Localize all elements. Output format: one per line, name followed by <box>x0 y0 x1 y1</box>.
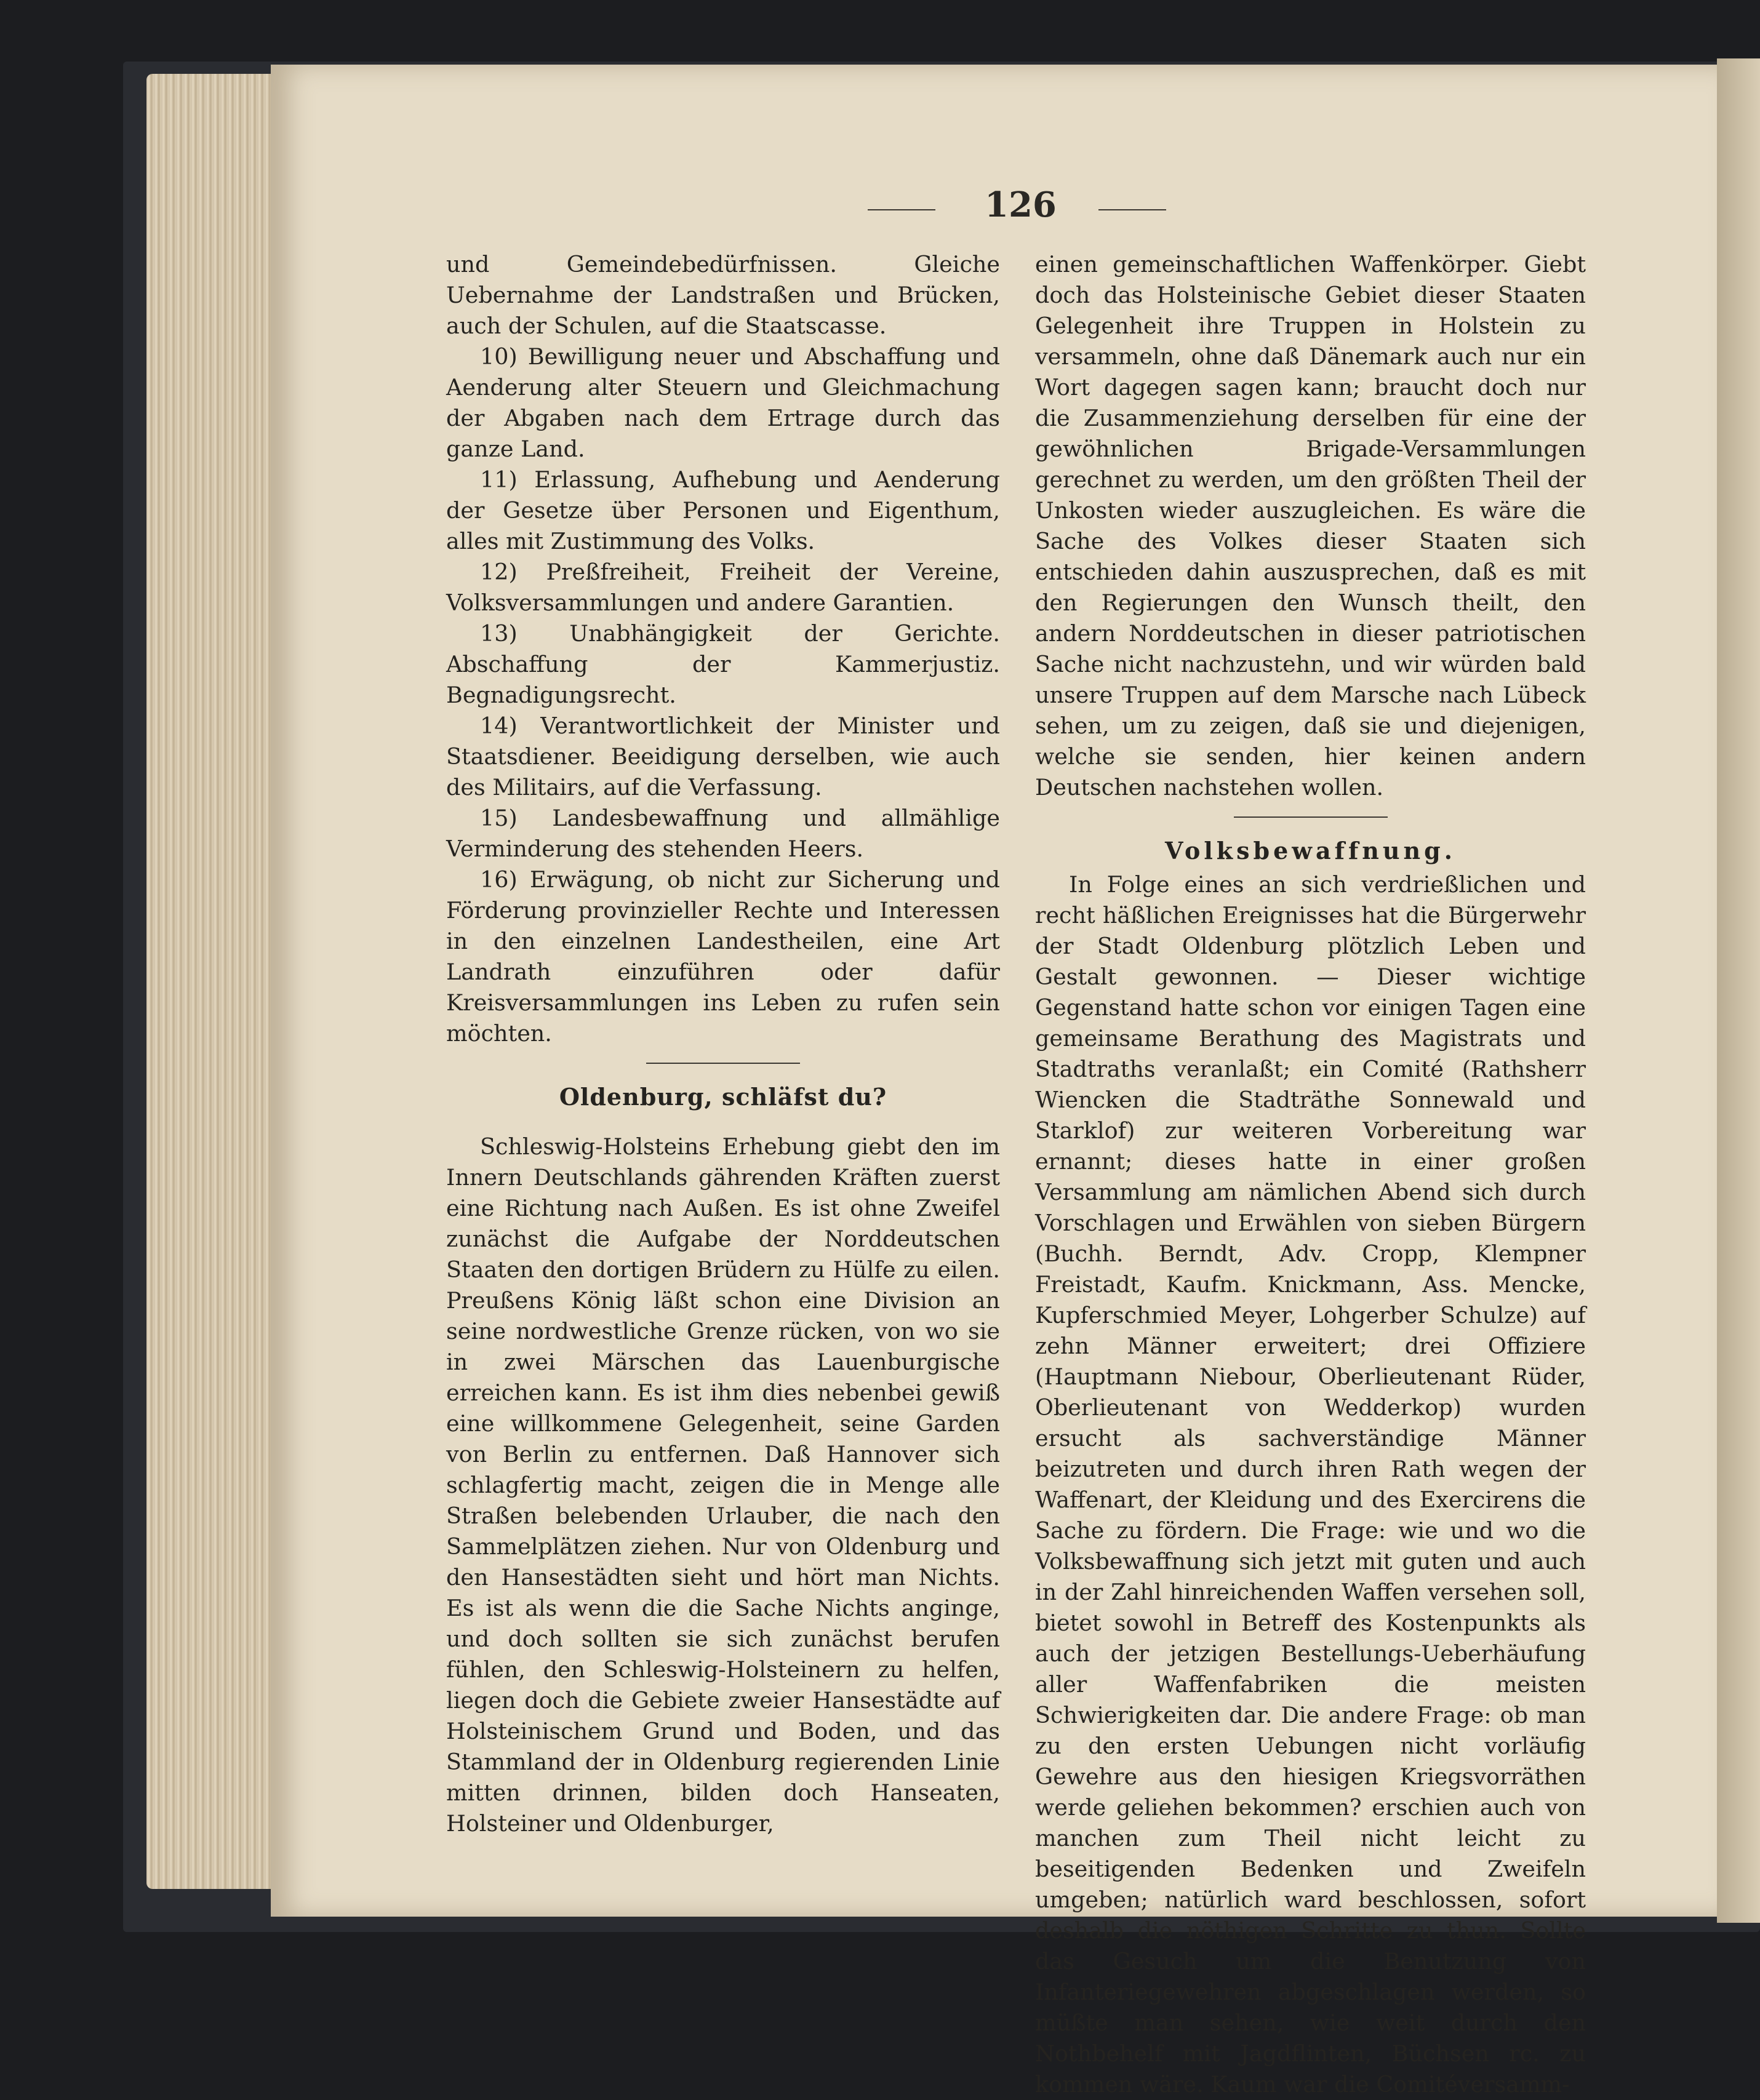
paragraph: 11) Erlassung, Aufhebung und Aenderung der Gesetze über Personen und Eigenthum, alles mit Zustimmung des Volks. <box>446 466 1000 554</box>
paragraph: 13) Unabhängigkeit der Gerichte. Abschaffung der Kammerjustiz. Begnadigungsrecht. <box>446 620 1000 708</box>
facing-page-edge <box>1717 58 1760 1923</box>
paragraph: einen gemeinschaftlichen Waffenkörper. Giebt doch das Holsteinische Gebiet dieser Staaten Gelegenheit ihre Truppen in Holstein zu versammeln, ohne daß Dänemark auch nur ein Wort dagegen sagen kann; braucht doch nur die Zusammenziehung derselben für eine der gewöhnlichen Brigade-Versammlungen gerechnet zu werden, um den größten Theil der Unkosten wieder auszugleichen. Es wäre die Sache des Volkes dieser Staaten sich entschieden dahin auszusprechen, daß es mit den Regierungen den Wunsch theilt, den andern Norddeutschen in dieser patriotischen Sache nicht nachzustehn, und wir würden bald unsere Truppen auf dem Marsche nach Lübeck sehen, um zu zeigen, daß sie und diejenigen, welche sie senden, hier keinen andern Deutschen nachstehen wollen. <box>1035 251 1586 800</box>
page-number-rule-right <box>1098 209 1166 210</box>
paragraph: 12) Preßfreiheit, Freiheit der Vereine, Volksversammlungen und andere Garantien. <box>446 559 1000 616</box>
paragraph: 10) Bewilligung neuer und Abschaffung und Aenderung alter Steuern und Gleichmachung der Abgaben nach dem Ertrage durch das ganze Land. <box>446 343 1000 462</box>
left-column <box>446 249 1000 1839</box>
page-number: 126 <box>985 185 1057 225</box>
section-heading: Oldenburg, schläfst du? <box>559 1083 887 1111</box>
page-edges <box>146 74 288 1889</box>
paragraph: In Folge eines an sich verdrießlichen und recht häßlichen Ereignisses hat die Bürgerwehr der Stadt Oldenburg plötzlich Leben und Gestalt gewonnen. — Dieser wichtige Gegenstand hatte schon vor einigen Tagen eine gemeinsame Berathung des Magistrats und Stadtraths veranlaßt; ein Comité (Rathsherr Wiencken die Stadträthe Sonnewald und Starklof) zur weiteren Vorbereitung war ernannt; dieses hatte in einer großen Versammlung am nämlichen Abend sich durch Vorschlagen und Erwählen von sieben Bürgern (Buchh. Berndt, Adv. Cropp, Klempner Freistadt, Kaufm. Knickmann, Ass. Mencke, Kupferschmied Meyer, Lohgerber Schulze) auf zehn Männer erweitert; drei Offiziere (Hauptmann Niebour, Oberlieutenant Rüder, Oberlieutenant von Wedderkop) wurden ersucht als sachverständige Männer beizutreten und durch ihren Rath wegen der Waffenart, der Kleidung und des Exercirens die Sache zu fördern. Die Frage: wie und wo die Volksbewaffnung sich jetzt mit guten und auch in der Zahl hinreichenden Waffen versehen soll, bietet sowohl in Betreff des Kostenpunkts als auch der jetzigen Bestellungs-Ueberhäufung aller Waffenfabriken die meisten Schwierigkeiten dar. Die andere Frage: ob man zu den ersten Uebungen nicht vorläufig Gewehre aus den hiesigen Kriegsvorräthen werde geliehen bekommen? erschien auch von manchen zum Theil nicht leicht zu beseitigenden Bedenken und Zweifeln umgeben; natürlich ward beschlossen, sofort deshalb die nöthigen Schritte zu thun. Sollte das Gesuch um die Benutzung von Infanteriegewehren abgeschlagen werden, so müßte man sehen, wie weit durch den Nothbehelf mit Jagdflinten, Büchsen rc. zu kommen wäre. Kaum war die Comitéversamm- <box>1035 871 1586 2098</box>
paragraph: Schleswig-Holsteins Erhebung giebt den im Innern Deutschlands gährenden Kräften zuerst eine Richtung nach Außen. Es ist ohne Zweifel zunächst die Aufgabe der Norddeutschen Staaten den dortigen Brüdern zu Hülfe zu eilen. Preußens König läßt schon eine Division an seine nordwestliche Grenze rücken, von wo sie in zwei Märschen das Lauenburgische erreichen kann. Es ist ihm dies nebenbei gewiß eine willkommene Gelegenheit, seine Garden von Berlin zu entfernen. Daß Hannover sich schlagfertig macht, zeigen die in Menge alle Straßen belebenden Urlauber, die nach den Sammelplätzen ziehen. Nur von Oldenburg und den Hansestädten sieht und hört man Nichts. Es ist als wenn die die Sache Nichts anginge, und doch sollten sie sich zunächst berufen fühlen, den Schleswig-Holsteinern zu helfen, liegen doch die Gebiete zweier Hansestädte auf Holsteinischem Grund und Boden, und das Stammland der in Oldenburg regierenden Linie mitten drinnen, bilden doch Hanseaten, Holsteiner und Oldenburger, <box>446 1133 1000 1837</box>
section-rule <box>1234 816 1388 818</box>
paragraph: 15) Landesbewaffnung und allmählige Verminderung des stehenden Heers. <box>446 805 1000 862</box>
section-heading: Volksbewaffnung. <box>1165 837 1456 864</box>
section-rule <box>646 1063 800 1064</box>
right-column <box>1035 249 1586 2100</box>
paragraph: 16) Erwägung, ob nicht zur Sicherung und Förderung provinzieller Rechte und Interessen in den einzelnen Landestheilen, eine Art Landrath einzuführen oder dafür Kreisversammlungen ins Leben zu rufen sein möchten. <box>446 866 1000 1047</box>
paragraph: und Gemeindebedürfnissen. Gleiche Uebernahme der Landstraßen und Brücken, auch der Schulen, auf die Staatscasse. <box>446 251 1000 339</box>
paragraph: 14) Verantwortlichkeit der Minister und Staatsdiener. Beeidigung derselben, wie auch des Militairs, auf die Verfassung. <box>446 713 1000 800</box>
page-number-rule-left <box>868 209 935 210</box>
